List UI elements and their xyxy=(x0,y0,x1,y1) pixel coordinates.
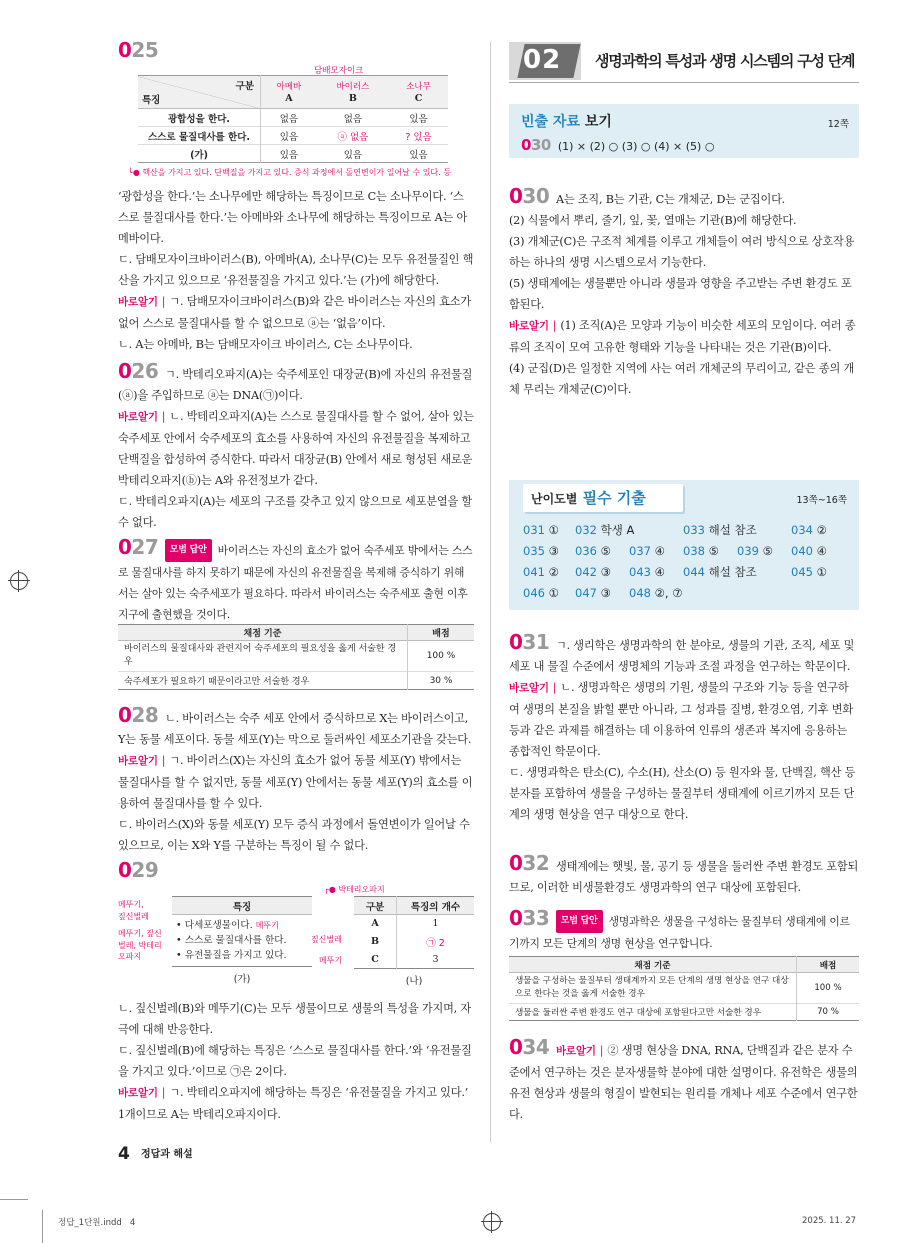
q33-grading-table: 채점 기준 배점 생물을 구성하는 물질부터 생태계까지 모든 단계의 생명 현상을 연구 대상으로 한다는 것을 옳게 서술한 경우 100 % 생물을 둘러싼 주변 환경도 연구 대상에 포함된다고만 서술한 경우 70 % xyxy=(509,956,859,1021)
q29-feature-item: • 스스로 물질대사를 한다. xyxy=(176,935,287,946)
q25-cell: 없음 xyxy=(279,113,299,125)
question-number-31: 031 xyxy=(509,630,550,654)
paragraph: ㄷ. 바이러스(X)와 동물 세포(Y) 모두 증식 과정에서 돌연변이가 일어날 수 있으므로, 이는 X와 Y를 구분하는 특징이 될 수 없다. xyxy=(118,818,470,852)
required-answer-grid: 031 ① 032 학생 A 033 해설 참조 034 ② 035 ③ 036 ⑤ 037 ④ 038 ⑤ 039 ⑤ 040 ④ 041 ② 042 ③ 043 ④ 044 해설 참조 045 ① 046 ① 047 ③ 048 ②, ⑦ xyxy=(523,523,827,600)
q28-body: 028 ㄴ. 바이러스는 숙주 세포 안에서 증식하므로 X는 바이러스이고, Y는 동물 세포이다. 동물 세포(Y)는 막으로 둘러싸인 세포소기관을 갖는다. 바로알기 | ㄱ. 바이러스(X)는 자신의 효소가 없어 동물 세포(Y) 밖에서는 물질대사를 할 수 없지만, 동물 세포(Y) 안에서는 동물 세포(Y)의 효소를 이용하여 물질대사를 할 수 있다. ㄷ. 바이러스(X)와 동물 세포(Y) 모두 증식 과정에서 돌연변이가 일어날 수 있으므로, 이는 X와 Y를 구분하는 특징이 될 수 없다. xyxy=(118,705,474,856)
model-answer-badge: 모범 답안 xyxy=(165,539,212,562)
paragraph: ‘광합성을 한다.’는 소나무에만 해당하는 특징이므로 C는 소나무이다. ‘스스로 물질대사를 한다.’는 아메바와 소나무에 해당하는 특징이므로 A는 아메바이다. xyxy=(118,190,468,245)
page-label: 정답과 해설 xyxy=(140,1149,193,1160)
q25-row-label: 스스로 물질대사를 한다. xyxy=(138,127,261,145)
baro-paragraph: 바로알기 | (1) 조직(A)은 모양과 기능이 비슷한 세포의 모임이다. 여러 종류의 조직이 모여 고유한 형태와 기능을 나타내는 것은 기관(B)이다. xyxy=(509,319,856,354)
q29-side-labels: 메뚜기, 짚신벌레 메뚜기, 짚신 벌레, 박테리 오파지 xyxy=(118,900,162,961)
q32-body: 032 생태계에는 햇빛, 물, 공기 등 생물을 둘러싼 주변 환경도 포함되므로, 이러한 비생물환경도 생명과학의 연구 대상에 포함된다. xyxy=(509,851,859,894)
paragraph: ㄷ. 짚신벌레(B)에 해당하는 특징은 ‘스스로 물질대사를 한다.’와 ‘유전물질을 가지고 있다.’이므로 ㉠은 2이다. xyxy=(118,1044,472,1078)
q25-body xyxy=(118,186,474,355)
q25-col-c: 소나무 C xyxy=(406,81,431,104)
paragraph: ㄴ. 짚신벌레(B)와 메뚜기(C)는 모두 생물이므로 생물의 특성을 가지며, 자극에 대해 반응한다. xyxy=(118,1002,471,1036)
q31-body: 031 ㄱ. 생리학은 생명과학의 한 분야로, 생물의 기관, 조직, 세포 및 세포 내 물질 수준에서 생명체의 기능과 조절 과정을 연구하는 학문이다. 바로알기 | ㄴ. 생명과학은 생명의 기원, 생물의 구조와 기능 등을 연구하여 생명의 본질을 밝힐 뿐만 아니라, 그 성과를 질병, 환경오염, 기후 변화 등과 같은 과제를 해결하는 데 이용하여 인류의 생존과 복지에 응용하는 종합적인 학문이다. ㄷ. 생명과학은 탄소(C), 수소(H), 산소(O) 등 원자와 물, 단백질, 핵산 등 분자를 포함하여 생물을 구성하는 물질부터 생태계에 이르기까지 모든 단계의 생명 현상을 연구 대상으로 한다. xyxy=(509,632,859,825)
q25-table xyxy=(138,75,448,163)
registration-mark-icon xyxy=(10,572,28,590)
paragraph: (4) 군집(D)은 일정한 지역에 사는 여러 개체군의 무리이고, 같은 종의 개체 무리는 개체군(C)이다. xyxy=(509,362,855,396)
q29-table-b: 구분 특징의 개수 A 1 B ㉠ 2 C 3 (나) xyxy=(354,896,474,987)
question-number-27: 027 xyxy=(118,535,159,559)
q29-row-note: 짚신벌레 xyxy=(311,935,342,944)
paragraph: (2) 식물에서 뿌리, 줄기, 잎, 꽃, 열매는 기관(B)에 해당한다. xyxy=(509,214,797,227)
frequent-data-box xyxy=(509,104,859,158)
paragraph: ㄷ. 박테리오파지(A)는 세포의 구조를 갖추고 있지 않으므로 세포분열을 할 수 없다. xyxy=(118,495,473,529)
q25-cell: ? 있음 xyxy=(405,131,432,143)
q25-col-a: 아메바 A xyxy=(276,81,302,104)
question-number-29: 029 xyxy=(118,858,159,882)
q29-caption-a: (가) xyxy=(233,974,251,985)
q26-body xyxy=(118,361,474,533)
required-title: 난이도별 필수 기출 xyxy=(531,489,646,507)
registration-mark-icon xyxy=(483,1213,501,1231)
baro-paragraph: 바로알기 | ㄱ. 박테리오파지에 해당하는 특징은 ‘유전물질을 가지고 있다.’ 1개이므로 A는 박테리오파지이다. xyxy=(118,1086,469,1121)
q25-cell: 없음 xyxy=(343,113,363,125)
section-header xyxy=(509,42,859,80)
q29-top-note: ┌● 박테리오파지 xyxy=(324,885,385,894)
section-title: 생명과학의 특성과 생명 시스템의 구성 단계 xyxy=(595,52,855,70)
q27-body xyxy=(118,537,474,625)
q25-cell: 있음 xyxy=(279,131,299,143)
paragraph: ㄷ. 담배모자이크바이러스(B), 아메바(A), 소나무(C)는 모두 유전물질인 핵산을 가지고 있으므로 ‘유전물질을 가지고 있다.’는 (가)에 해당한다. xyxy=(118,253,474,287)
q29-feature-item: • 다세포생물이다. 메뚜기 xyxy=(176,920,279,931)
paragraph: ㄱ. 박테리오파지(A)는 숙주세포인 대장균(B)에 자신의 유전물질(ⓐ)을 주입하므로 ⓐ는 DNA(㉠)이다. xyxy=(118,368,473,402)
crop-mark xyxy=(0,1199,28,1200)
q29-row-note: 메뚜기 xyxy=(319,956,343,965)
question-number-26: 026 xyxy=(118,359,159,383)
q34-body: 034 바로알기 | ② 생명 현상을 DNA, RNA, 단백질과 같은 분자 수준에서 연구하는 것은 분자생물학 분야에 대한 설명이다. 유전학은 생물의 유전 현상과 생물의 형질이 발현되는 원리를 개체나 세포 수준에서 연구한다. xyxy=(509,1035,858,1121)
question-number-34: 034 xyxy=(509,1035,550,1059)
q25-col-b: 바이러스 B xyxy=(336,81,370,104)
slug-date: 2025. 11. 27 xyxy=(802,1216,857,1226)
frequent-page: 12쪽 xyxy=(827,119,849,130)
question-number-33: 033 xyxy=(509,906,550,930)
frequent-title: 빈출 자료 보기 xyxy=(521,114,612,130)
question-number-32: 032 xyxy=(509,851,550,875)
q30-body: 030 A는 조직, B는 기관, C는 개체군, D는 군집이다. (2) 식물에서 뿌리, 줄기, 잎, 꽃, 열매는 기관(B)에 해당한다. (3) 개체군(C)은 구조적 체계를 이루고 개체들이 여러 방식으로 상호작용하는 하나의 생명 시스템으로서 기능한다. (5) 생태계에는 생물뿐만 아니라 생물과 영향을 주고받는 주변 환경도 포함된다. 바로알기 | (1) 조직(A)은 모양과 기능이 비슷한 세포의 모임이다. 여러 종류의 조직이 모여 고유한 형태와 기능을 나타내는 것은 기관(B)이다. (4) 군집(D)은 일정한 지역에 사는 여러 개체군의 무리이고, 같은 종의 개체 무리는 개체군(C)이다. xyxy=(509,186,859,400)
q27-grading-table: 채점 기준 배점 바이러스의 물질대사와 관련지어 숙주세포의 필요성을 옳게 서술한 경우 100 % 숙주세포가 필요하기 때문이라고만 서술한 경우 30 % xyxy=(118,624,474,690)
baro-paragraph: 바로알기 | ㄱ. 바이러스(X)는 자신의 효소가 없어 동물 세포(Y) 밖에서는 물질대사를 할 수 없지만, 동물 세포(Y) 안에서는 동물 세포(Y)의 효소를 이용하여 물질대사를 할 수 있다. xyxy=(118,754,473,810)
q25-corner: 구분 특징 xyxy=(138,76,261,109)
q29-feature-item: • 유전물질을 가지고 있다. xyxy=(176,950,287,961)
question-number-28: 028 xyxy=(118,703,159,727)
paragraph: (5) 생태계에는 생물뿐만 아니라 생물과 영향을 주고받는 주변 환경도 포함된다. xyxy=(509,277,852,311)
q25-top-note: 담배모자이크 xyxy=(314,66,364,76)
model-answer-badge: 모범 답안 xyxy=(556,910,603,933)
q25-cell: 있음 xyxy=(343,149,363,161)
q29-body xyxy=(118,998,474,1125)
column-divider xyxy=(490,42,491,1142)
q25-cell: ⓐ 없음 xyxy=(337,131,369,143)
model-answer-text: 생명과학은 생물을 구성하는 물질부터 생태계에 이르기까지 모든 단계의 생명 현상을 연구합니다. xyxy=(509,915,850,950)
frequent-answers: 030 (1) × (2) ○ (3) ○ (4) × (5) ○ xyxy=(521,136,715,154)
q29-caption-b: (나) xyxy=(405,976,423,987)
slug-file: 정답_1단원.indd 4 xyxy=(58,1218,136,1228)
page-number: 4 xyxy=(118,1144,130,1164)
q25-cell: 있음 xyxy=(409,149,428,161)
required-box xyxy=(509,480,859,610)
q33-body xyxy=(509,908,859,954)
page-footer xyxy=(118,1144,193,1164)
paragraph: ㄴ. A는 아메바, B는 담배모자이크 바이러스, C는 소나무이다. xyxy=(118,338,413,351)
q25-table-note: └● 핵산을 가지고 있다. 단백질을 가지고 있다. 증식 과정에서 돌연변이가 일어날 수 있다. 등 xyxy=(128,168,451,177)
required-pages: 13쪽~16쪽 xyxy=(796,495,847,506)
section-number: 02 xyxy=(523,45,562,75)
model-answer-text: 바이러스는 자신의 효소가 없어 숙주세포 밖에서는 스스로 물질대사를 하지 못하기 때문에 자신의 유전물질을 복제해 증식하기 위해서는 살아 있는 숙주세포가 필요하다. 따라서 바이러스는 숙주세포 출현 이후 지구에 출현했을 것이다. xyxy=(118,544,473,621)
paragraph: ㄷ. 생명과학은 탄소(C), 수소(H), 산소(O) 등 원자와 물, 단백질, 핵산 등 분자를 포함하여 생물을 구성하는 물질부터 생태계에 이르기까지 모든 단계의 생명 현상을 연구 대상으로 한다. xyxy=(509,766,856,821)
baro-paragraph: 바로알기 | ㄱ. 담배모자이크바이러스(B)와 같은 바이러스는 자신의 효소가 없어 스스로 물질대사를 할 수 없으므로 ⓐ는 ‘없음’이다. xyxy=(118,295,472,330)
crop-mark xyxy=(42,1210,43,1243)
baro-paragraph: 바로알기 | ㄴ. 박테리오파지(A)는 스스로 물질대사를 할 수 없어, 살아 있는 숙주세포 안에서 숙주세포의 효소를 사용하여 자신의 유전물질을 복제하고 단백질을 합성하여 증식한다. 따라서 대장균(B) 안에서 새로 형성된 새로운 박테리오파지(ⓑ)는 A와 유전정보가 같다. xyxy=(118,410,474,487)
q25-row-label: 광합성을 한다. xyxy=(138,109,261,127)
question-number-30: 030 xyxy=(509,184,550,208)
baro-paragraph: 바로알기 | ㄴ. 생명과학은 생명의 기원, 생물의 구조와 기능 등을 연구하여 생명의 본질을 밝힐 뿐만 아니라, 그 성과를 질병, 환경오염, 기후 변화 등과 같은 과제를 해결하는 데 이용하여 인류의 생존과 복지에 응용하는 종합적인 학문이다. xyxy=(509,681,853,758)
q25-row-label: (가) xyxy=(138,145,261,163)
q29-table-a: 특징 • 다세포생물이다. 메뚜기 • 스스로 물질대사를 한다. • 유전물질을 가지고 있다. (가) xyxy=(172,896,312,985)
paragraph: (3) 개체군(C)은 구조적 체계를 이루고 개체들이 여러 방식으로 상호작용하는 하나의 생명 시스템으로서 기능한다. xyxy=(509,235,855,269)
question-number-25: 025 xyxy=(118,38,159,62)
q25-cell: 있음 xyxy=(279,149,299,161)
q25-cell: 있음 xyxy=(409,113,428,125)
